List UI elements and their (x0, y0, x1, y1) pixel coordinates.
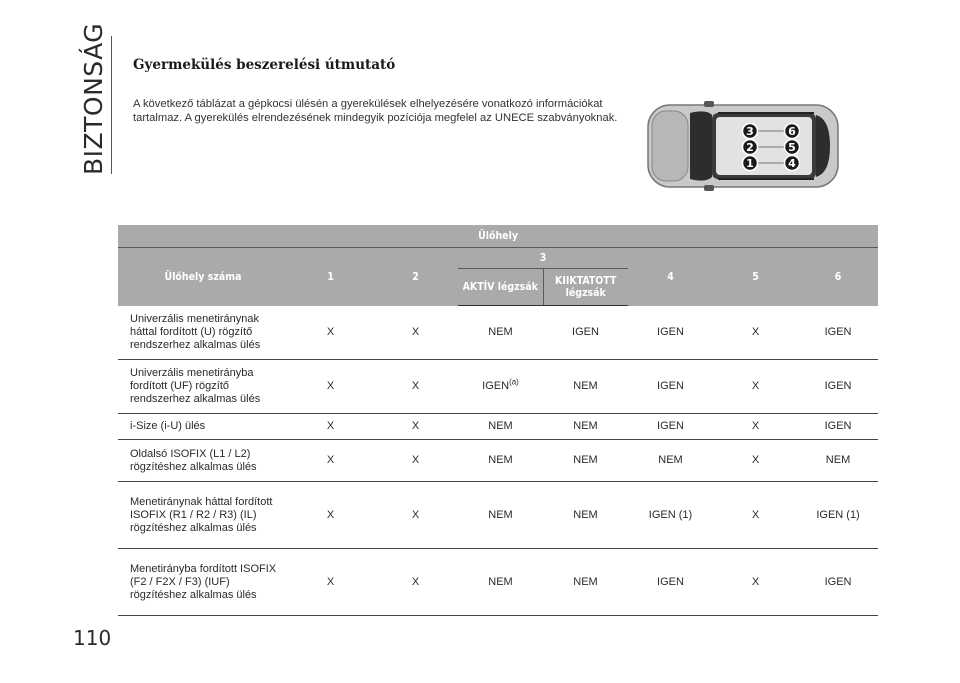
cell-seat-4: NEM (628, 440, 713, 482)
table-header-seat-3: 3 (458, 248, 628, 269)
cell-seat-1: X (288, 360, 373, 414)
cell-seat-6: IGEN (798, 549, 878, 616)
cell-seat-2: X (373, 414, 458, 440)
row-label: i-Size (i-U) ülés (118, 414, 288, 440)
table-header-airbag-active: AKTÍV légzsák (458, 269, 543, 306)
cell-seat-1: X (288, 306, 373, 360)
seat-badge-6: 6 (788, 125, 796, 138)
cell-seat-4: IGEN (628, 549, 713, 616)
cell-seat-5: X (713, 482, 798, 549)
cell-seat-6: IGEN (798, 306, 878, 360)
row-label: Univerzális menetirányba fordított (UF) rögzítő rendszerhez alkalmas ülés (118, 360, 288, 414)
cell-seat-3-active (458, 360, 543, 414)
cell-seat-3-disabled: NEM (543, 360, 628, 414)
table-row (118, 440, 878, 482)
cell-seat-2: X (373, 549, 458, 616)
cell-seat-3-active: NEM (458, 482, 543, 549)
table-header-airbag-disabled: KIIKTATOTT légzsák (543, 269, 628, 306)
cell-seat-4: IGEN (1) (628, 482, 713, 549)
seat-badge-5: 5 (788, 141, 796, 154)
table-row (118, 482, 878, 549)
cell-seat-1: X (288, 414, 373, 440)
table-header-seat-6: 6 (798, 248, 878, 306)
cell-seat-5: X (713, 440, 798, 482)
table-row (118, 360, 878, 414)
cell-seat-2: X (373, 306, 458, 360)
cell-seat-3-active: NEM (458, 440, 543, 482)
cell-value: IGEN (482, 380, 510, 392)
cell-seat-5: X (713, 306, 798, 360)
cell-seat-3-active: NEM (458, 306, 543, 360)
cell-seat-3-disabled: NEM (543, 414, 628, 440)
cell-seat-5: X (713, 414, 798, 440)
cell-seat-3-disabled: NEM (543, 482, 628, 549)
section-title: BIZTONSÁG (79, 22, 108, 175)
cell-seat-6: IGEN (798, 360, 878, 414)
child-seat-table (118, 225, 878, 616)
cell-seat-1: X (288, 549, 373, 616)
cell-seat-4: IGEN (628, 414, 713, 440)
row-label: Menetirányba fordított ISOFIX (F2 / F2X / F3) (IUF) rögzítéshez alkalmas ülés (118, 549, 288, 616)
page-number: 110 (73, 626, 112, 650)
intro-paragraph: A következő táblázat a gépkocsi ülésén a gyerekülések elhelyezésére vonatkozó információkat tartalmaz. A gyerekülés elrendezésének mindegyik pozíciója megfelel az UNECE szabványoknak. (133, 98, 618, 124)
cell-seat-4: IGEN (628, 360, 713, 414)
table-header-seat-position: Ülőhely (118, 225, 878, 248)
cell-seat-6: NEM (798, 440, 878, 482)
seat-badge-3: 3 (746, 125, 754, 138)
cell-seat-6: IGEN (1) (798, 482, 878, 549)
cell-seat-1: X (288, 482, 373, 549)
cell-seat-2: X (373, 482, 458, 549)
cell-seat-4: IGEN (628, 306, 713, 360)
cell-seat-6: IGEN (798, 414, 878, 440)
footnote-marker: (a) (509, 377, 519, 387)
table-header-seat-1: 1 (288, 248, 373, 306)
cell-seat-3-disabled: NEM (543, 440, 628, 482)
table-header-seat-2: 2 (373, 248, 458, 306)
cell-seat-3-disabled: IGEN (543, 306, 628, 360)
row-label: Menetiránynak háttal fordított ISOFIX (R1 / R2 / R3) (IL) rögzítéshez alkalmas ülés (118, 482, 288, 549)
row-label: Oldalsó ISOFIX (L1 / L2) rögzítéshez alkalmas ülés (118, 440, 288, 482)
car-top-view-illustration (646, 101, 842, 191)
table-header-seat-number: Ülőhely száma (118, 248, 288, 306)
table-header-seat-4: 4 (628, 248, 713, 306)
table-row (118, 549, 878, 616)
seat-badge-1: 1 (746, 157, 754, 170)
cell-seat-3-disabled: NEM (543, 549, 628, 616)
cell-seat-5: X (713, 360, 798, 414)
cell-seat-3-active: NEM (458, 549, 543, 616)
seat-badge-2: 2 (746, 141, 754, 154)
table-header-seat-5: 5 (713, 248, 798, 306)
page-heading: Gyermekülés beszerelési útmutató (133, 57, 396, 73)
car-seat-diagram (646, 101, 842, 191)
cell-seat-1: X (288, 440, 373, 482)
table-row (118, 306, 878, 360)
seat-badge-4: 4 (788, 157, 796, 170)
cell-seat-3-active: NEM (458, 414, 543, 440)
cell-seat-2: X (373, 360, 458, 414)
cell-seat-5: X (713, 549, 798, 616)
row-label: Univerzális menetiránynak háttal fordított (U) rögzítő rendszerhez alkalmas ülés (118, 306, 288, 360)
cell-seat-2: X (373, 440, 458, 482)
table-row (118, 414, 878, 440)
